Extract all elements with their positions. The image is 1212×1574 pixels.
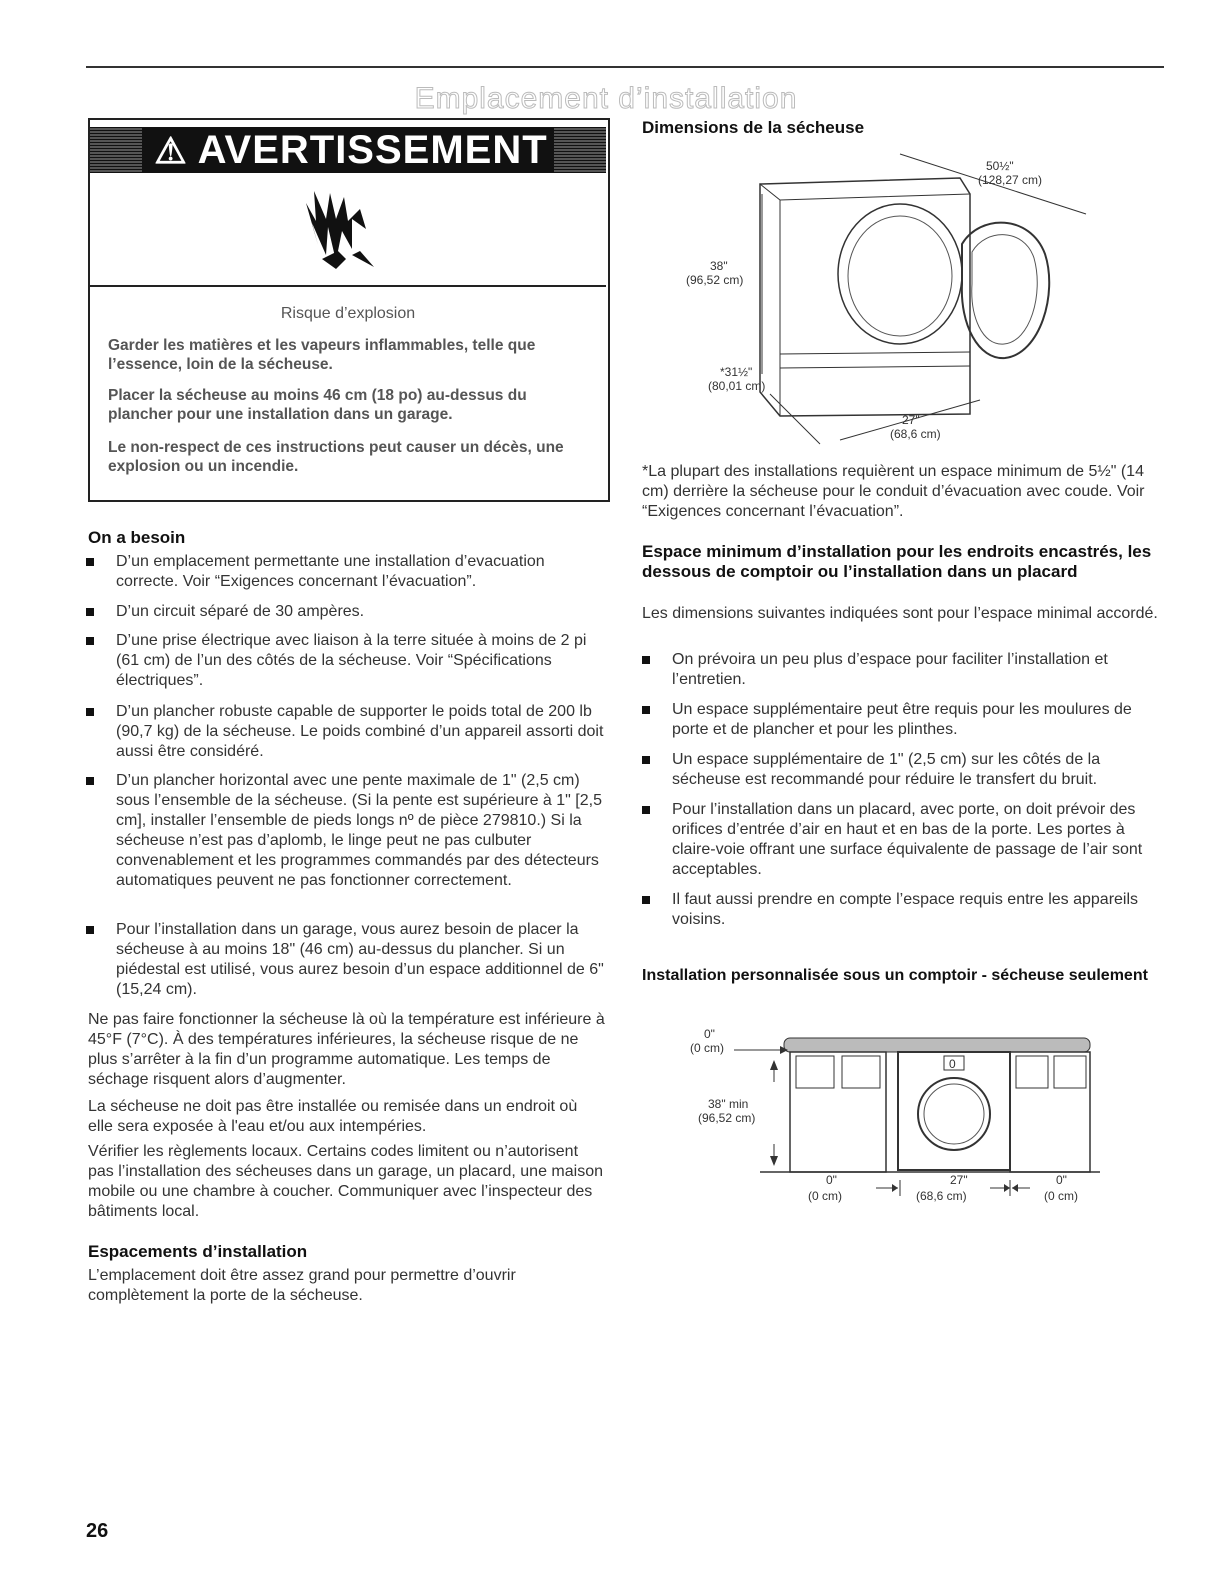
countertop [784,1038,1090,1052]
warning-icon-area [90,175,606,287]
warning-banner [90,127,606,173]
custom-install-heading: Installation personnalisée sous un comptoir - sécheuse seulement [642,967,1148,984]
dim-right: 0" [1056,1173,1067,1187]
dryer-drum-opening [838,204,962,344]
list-item-text: Il faut aussi prendre en compte l’espace requis entre les appareils voisins. [672,891,1139,928]
warning-line-1: Garder les matières et les vapeurs inflammables, telle que l’essence, loin de la sécheuse. [108,337,536,373]
dim-depth-cm: (80,01 cm) [708,379,766,393]
warning-banner-text: AVERTISSEMENT [197,127,548,172]
dim-width-open: 50½" [986,159,1014,173]
espacements-text: L’emplacement doit être assez grand pour permettre d’ouvrir complètement la porte de la sécheuse. [88,1267,516,1304]
list-item [672,750,1162,790]
dim-top-cm: (0 cm) [690,1041,724,1055]
dim-height: 38" [710,259,728,273]
dim-width-open-cm: (128,27 cm) [978,173,1043,187]
warning-subtitle: Risque d’explosion [280,305,416,322]
dimensions-heading: Dimensions de la sécheuse [642,118,865,137]
warning-line-3: Le non-respect de ces instructions peut causer un décès, une explosion ou un incendie. [108,439,564,475]
list-item [672,890,1162,930]
list-item [672,800,1162,880]
list-item-text: Un espace supplémentaire peut être requis pour les moulures de porte et de plancher et pour les plinthes. [672,701,1132,738]
dim-mid-cm: (68,6 cm) [916,1189,967,1203]
page-title: Emplacement d’installation [414,82,798,115]
list-item [116,771,606,891]
paragraph-temperature: Ne pas faire fonctionner la sécheuse là où la température est inférieure à 45°F (7°C). À des températures inférieures, la sécheuse risque de ne plus s’arrêter à la fin d’un programme automatique. Les temps de séchage risquent alors d’augmenter. [88,1011,605,1088]
page-number: 26 [86,1520,109,1542]
espace-minimum-heading: Espace minimum d’installation pour les endroits encastrés, les dessous de comptoir ou l’installation dans un placard [642,542,1152,581]
explosion-icon [90,175,606,285]
dim-left: 0" [826,1173,837,1187]
dim-right-cm: (0 cm) [1044,1189,1078,1203]
list-item [672,700,1162,740]
dim-zero-panel: 0 [949,1057,956,1071]
dim-depth: *31½" [720,365,753,379]
list-item-text: Un espace supplémentaire de 1" (2,5 cm) sur les côtés de la sécheuse est recommandé pour réduire le transfert du bruit. [672,751,1101,788]
espace-intro: Les dimensions suivantes indiquées sont pour l’espace minimal accordé. [642,605,1158,622]
list-item-text: D’un circuit séparé de 30 ampères. [116,603,365,620]
list-item-text: D’un emplacement permettante une installation d’evacuation correcte. Voir “Exigences concernant l’évacuation”. [116,553,545,590]
on-a-besoin-heading: On a besoin [88,528,186,547]
list-item [116,631,606,691]
dim-width: 27" [902,413,920,427]
dim-top: 0" [704,1027,715,1041]
list-item [116,702,606,762]
warning-triangle-icon: ⚠ [148,130,193,171]
dim-left-cm: (0 cm) [808,1189,842,1203]
footnote: *La plupart des installations requièrent un espace minimum de 5½" (14 cm) derrière la sécheuse pour le conduit d’évacuation avec coude. Voir “Exigences concernant l’évacuation”. [642,463,1145,520]
dryer-door [962,223,1049,358]
list-item [116,602,606,622]
dim-height-cm: (96,52 cm) [686,273,744,287]
list-item [672,650,1162,690]
espacements-heading: Espacements d’installation [88,1242,308,1261]
list-item-text: Pour l’installation dans un garage, vous aurez besoin de placer la sécheuse à au moins 18" (46 cm) au-dessus du plancher. Si un piédestal est utilisé, vous aurez besoin d’un espace additionnel de 6" (15,24 cm). [116,921,604,998]
paragraph-exposure: La sécheuse ne doit pas être installée ou remisée dans un endroit où elle sera exposée à l'eau et/ou aux intempéries. [88,1098,578,1135]
dryer-dimensions-figure [660,144,1120,454]
dim-height-min: 38" min [708,1097,749,1111]
dim-height-min-cm: (96,52 cm) [698,1111,756,1125]
list-item-text: On prévoira un peu plus d’espace pour faciliter l’installation et l’entretien. [672,651,1108,688]
list-item [116,552,606,592]
top-rule [86,66,1164,68]
warning-line-2: Placer la sécheuse au moins 46 cm (18 po) au-dessus du plancher pour une installation dans un garage. [108,387,527,423]
dim-width-cm: (68,6 cm) [890,427,941,441]
dryer-door-circle [918,1078,990,1150]
list-item-text: D’un plancher robuste capable de supporter le poids total de 200 lb (90,7 kg) de la sécheuse. Le poids combiné d’un appareil assorti doit aussi être considéré. [116,703,604,760]
dim-mid: 27" [950,1173,968,1187]
paragraph-local-codes: Vérifier les règlements locaux. Certains codes limitent ou n’autorisent pas l’installation des sécheuses dans un garage, un placard, une maison mobile ou une chambre à coucher. Communiquer avec l’inspecteur des bâtiments local. [88,1143,603,1220]
list-item-text: D’un plancher horizontal avec une pente maximale de 1" (2,5 cm) sous l’ensemble de la sécheuse. (Si la pente est supérieure à 1" [2,5 cm], installer l’ensemble de pieds longs nº de pièce 279810.) Si la sécheuse n’est pas d’aplomb, le linge peut ne pas culbuter convenablement et les programmes commandés par des détecteurs automatiques peuvent ne pas fonctionner correctement. [116,772,602,889]
list-item-text: Pour l’installation dans un placard, avec porte, on doit prévoir des orifices d’entrée d’air en haut et en bas de la porte. Les portes à claire-voie offrant une surface équivalente de passage de l’air sont acceptables. [672,801,1143,878]
under-counter-figure [660,1020,1120,1220]
list-item [116,920,606,1000]
list-item-text: D’une prise électrique avec liaison à la terre située à moins de 2 pi (61 cm) de l’un des côtés de la sécheuse. Voir “Spécifications électriques”. [116,632,587,689]
dryer-body [760,178,970,416]
